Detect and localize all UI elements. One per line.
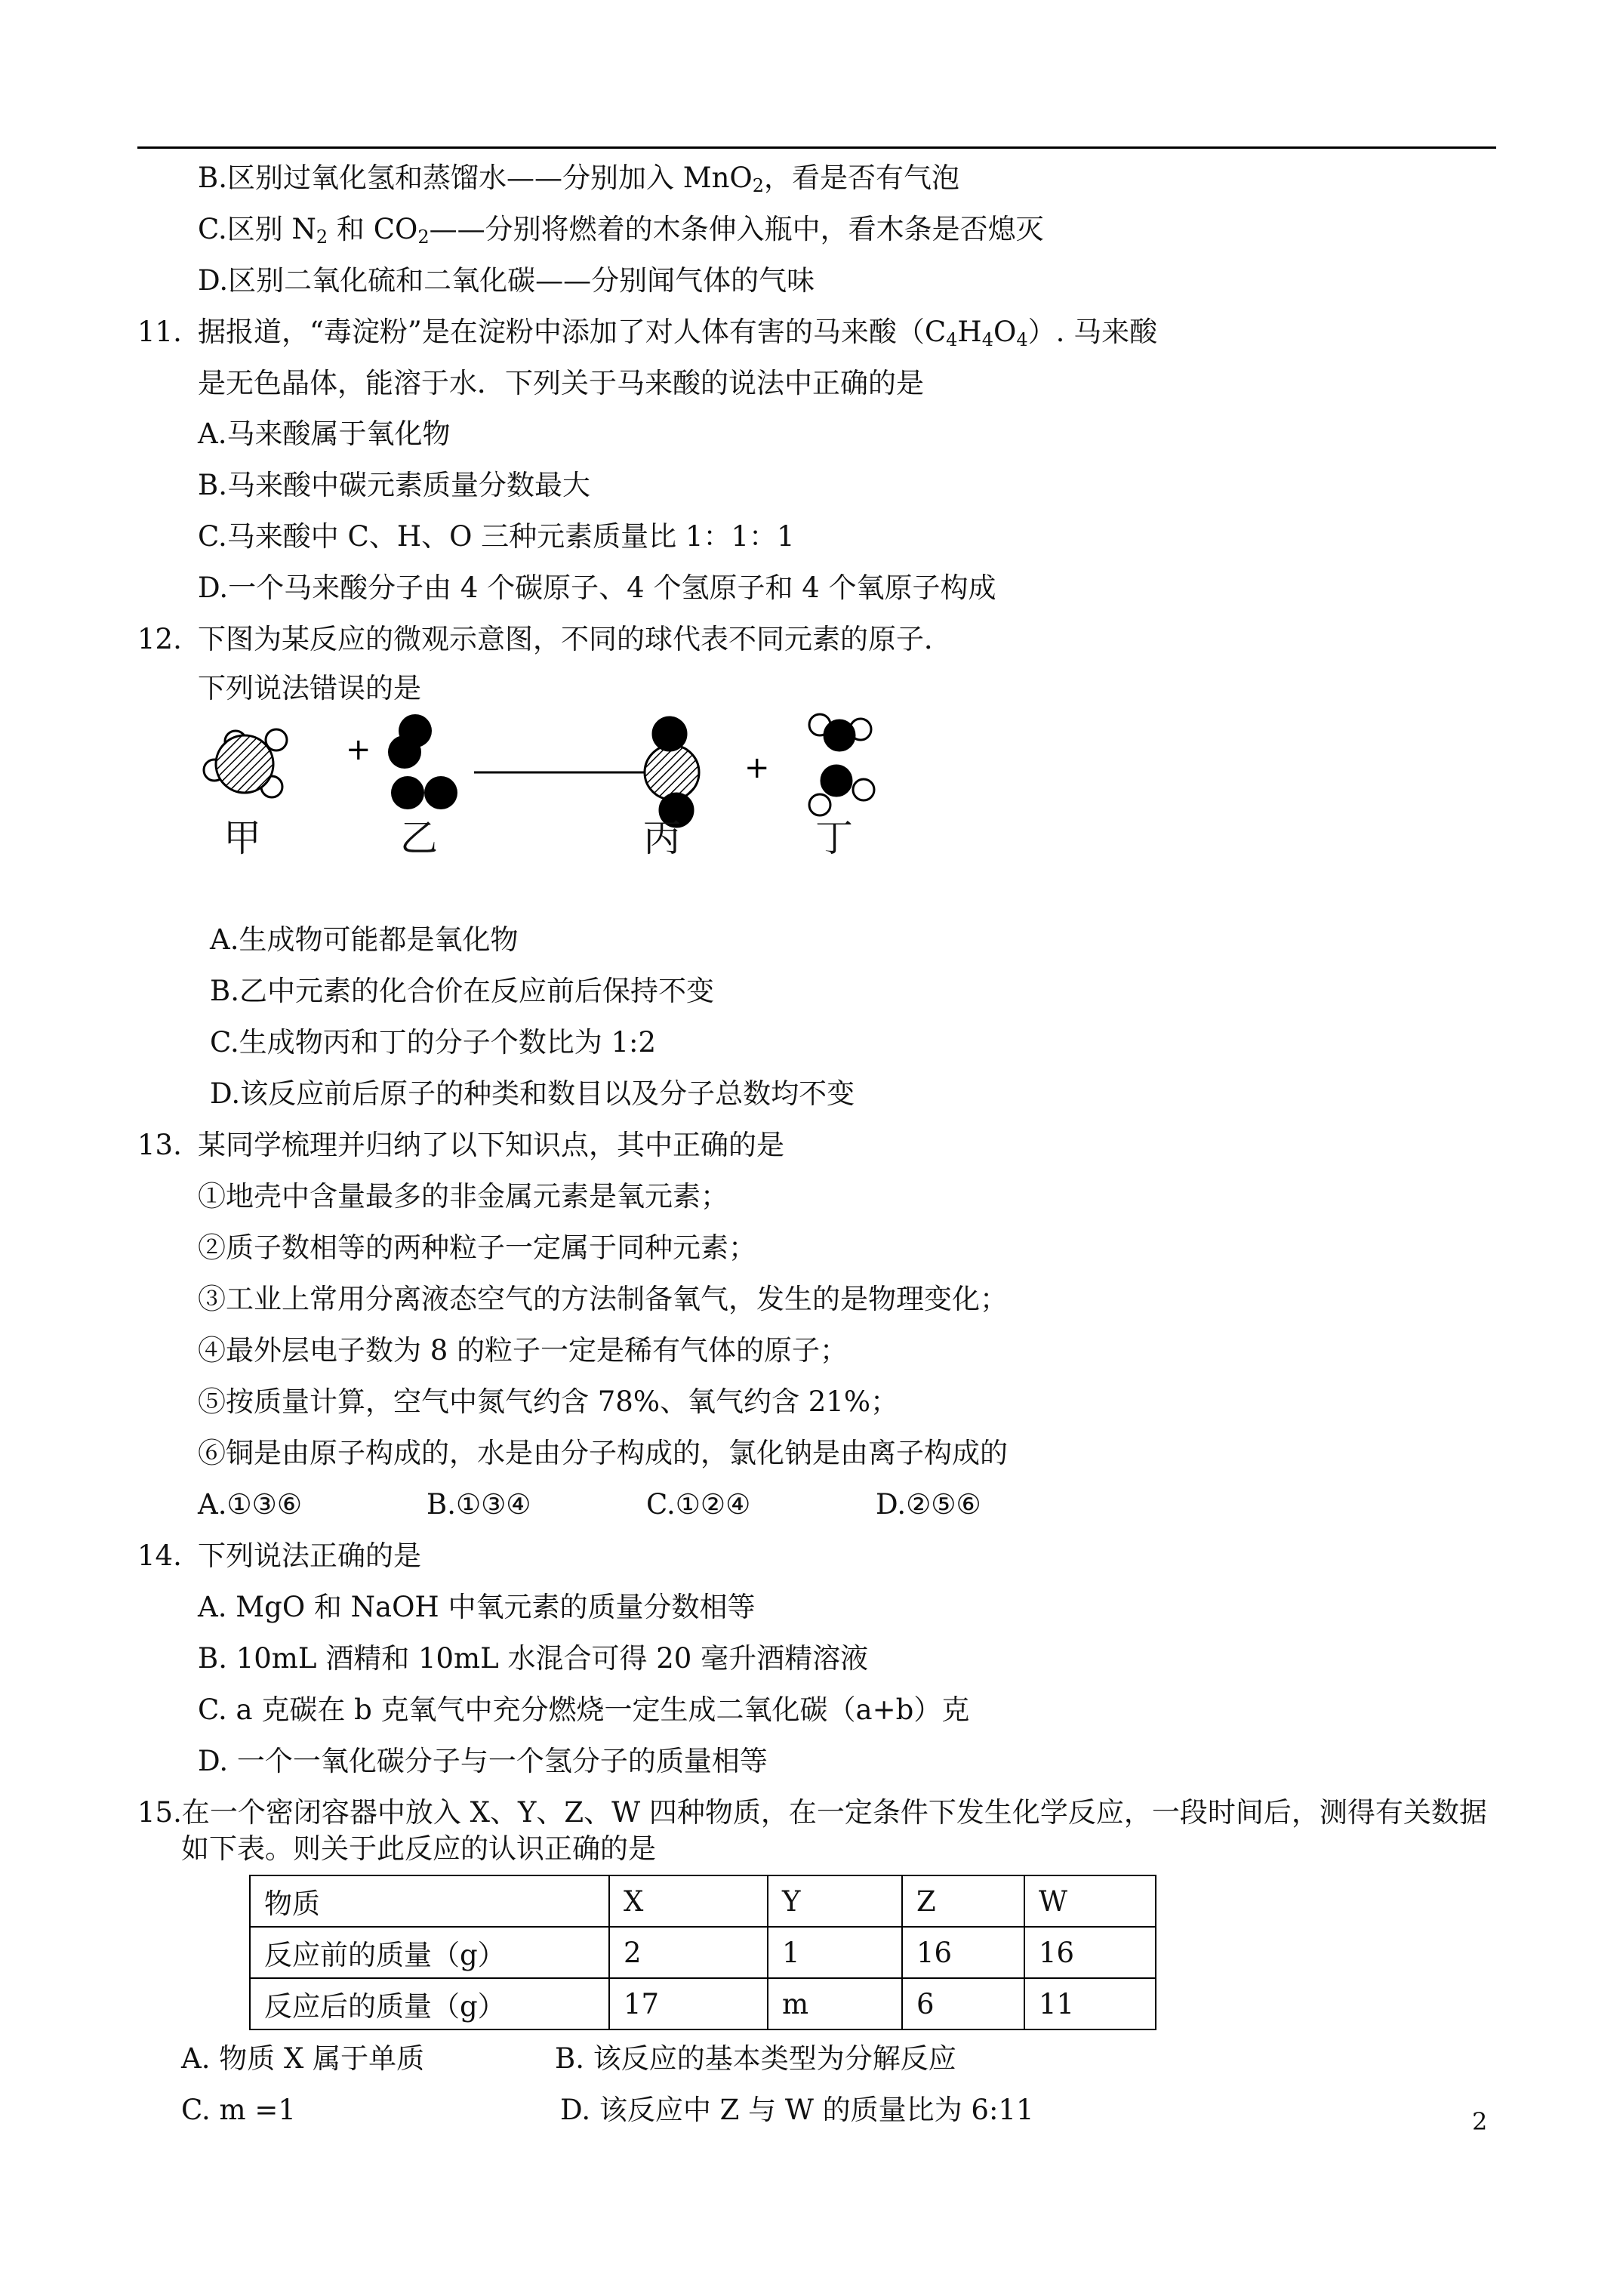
- q14-option-b: B. 10mL 酒精和 10mL 水混合可得 20 毫升酒精溶液: [198, 1642, 869, 1675]
- q13-option-c: C.①②④: [646, 1488, 751, 1521]
- table-cell: X: [609, 1875, 768, 1927]
- reaction-arrow: [474, 763, 672, 782]
- q11-option-b: B.马来酸中碳元素质量分数最大: [198, 469, 590, 501]
- q15-option-c: C. m =1: [181, 2094, 296, 2126]
- table-row: [250, 1927, 1156, 1978]
- q14-option-d: D. 一个一氧化碳分子与一个氢分子的质量相等: [198, 1745, 768, 1777]
- q10-option-b: B.区别过氧化氢和蒸馏水——分别加入 MnO$_2$，看是否有气泡: [198, 162, 960, 196]
- q13-item-2: ②质子数相等的两种粒子一定属于同种元素；: [198, 1231, 756, 1264]
- table-row: [250, 1978, 1156, 2029]
- label-jia: 甲: [223, 816, 261, 860]
- table-cell: 16: [1024, 1927, 1156, 1978]
- table-cell: 反应后的质量（g）: [250, 1978, 609, 2029]
- label-bing: 丙: [643, 816, 681, 860]
- label-ding: 丁: [815, 816, 853, 860]
- q13-item-4: ④最外层电子数为 8 的粒子一定是稀有气体的原子；: [198, 1334, 848, 1367]
- q15-data-table: [249, 1875, 1156, 2030]
- header-rule: [137, 146, 1496, 149]
- q13-stem: 某同学梳理并归纳了以下知识点，其中正确的是: [198, 1129, 784, 1161]
- table-cell: 11: [1024, 1978, 1156, 2029]
- q11-stem-line1: 据报道，“毒淀粉”是在淀粉中添加了对人体有害的马来酸$(C_4H_4O_4)$. 马来酸: [198, 316, 1158, 350]
- q12-option-c: C.生成物丙和丁的分子个数比为 1:2: [210, 1026, 657, 1059]
- q13-item-5: ⑤按质量计算，空气中氮气约含 78%、氧气约含 21%；: [198, 1385, 898, 1418]
- q12-stem-line1: 下图为某反应的微观示意图，不同的球代表不同元素的原子．: [198, 623, 952, 655]
- q15-option-b: B. 该反应的基本类型为分解反应: [555, 2042, 956, 2075]
- table-cell: 物质: [250, 1875, 609, 1927]
- q15-option-a: A. 物质 X 属于单质: [181, 2042, 425, 2075]
- q14-number: 14.: [137, 1539, 182, 1572]
- q10-option-d: D.区别二氧化硫和二氧化碳——分别闻气体的气味: [198, 264, 815, 297]
- plus-sign-1: +: [346, 732, 371, 767]
- table-cell: 2: [609, 1927, 768, 1978]
- q11-option-a: A.马来酸属于氧化物: [198, 418, 451, 450]
- molecule-yi: [388, 714, 457, 809]
- table-cell: m: [768, 1978, 902, 2029]
- q13-option-d: D.②⑤⑥: [876, 1488, 981, 1521]
- q11-option-d: D.一个马来酸分子由 4 个碳原子、4 个氢原子和 4 个氧原子构成: [198, 572, 996, 604]
- q15-option-d: D. 该反应中 Z 与 W 的质量比为 6:11: [560, 2094, 1034, 2126]
- q13-item-3: ③工业上常用分离液态空气的方法制备氧气，发生的是物理变化；: [198, 1283, 1008, 1315]
- q14-option-c: C. a 克碳在 b 克氧气中充分燃烧一定生成二氧化碳（a+b）克: [198, 1693, 970, 1726]
- label-yi: 乙: [400, 816, 438, 860]
- table-cell: 16: [902, 1927, 1024, 1978]
- q13-option-b: B.①③④: [427, 1488, 531, 1521]
- molecule-bing: [645, 717, 699, 827]
- page-number: 2: [1472, 2107, 1488, 2136]
- q11-stem-line2: 是无色晶体，能溶于水．下列关于马来酸的说法中正确的是: [198, 367, 924, 399]
- table-header-row: [250, 1875, 1156, 1927]
- q13-item-1: ①地壳中含量最多的非金属元素是氧元素；: [198, 1180, 728, 1213]
- q12-option-b: B.乙中元素的化合价在反应前后保持不变: [210, 975, 714, 1007]
- plus-sign-2: +: [744, 750, 770, 785]
- table-cell: 反应前的质量（g）: [250, 1927, 609, 1978]
- q14-option-a: A. MgO 和 NaOH 中氧元素的质量分数相等: [198, 1591, 756, 1623]
- q13-item-6: ⑥铜是由原子构成的，水是由分子构成的，氯化钠是由离子构成的: [198, 1437, 1008, 1469]
- molecule-jia: [204, 729, 287, 797]
- q12-option-a: A.生成物可能都是氧化物: [210, 923, 519, 956]
- table-cell: 17: [609, 1978, 768, 2029]
- q12-option-d: D.该反应前后原子的种类和数目以及分子总数均不变: [210, 1077, 855, 1110]
- q13-number: 13.: [137, 1129, 182, 1161]
- q14-stem: 下列说法正确的是: [198, 1539, 421, 1572]
- q13-option-a: A.①③⑥: [198, 1488, 302, 1521]
- q12-stem-line2: 下列说法错误的是: [198, 672, 421, 704]
- table-cell: 1: [768, 1927, 902, 1978]
- table-cell: 6: [902, 1978, 1024, 2029]
- q15-stem-line1: 15.在一个密闭容器中放入 X、Y、Z、W 四种物质，在一定条件下发生化学反应，一段时间后，测得有关数据: [137, 1796, 1487, 1829]
- q11-option-c: C.马来酸中 C、H、O 三种元素质量比 1：1：1: [198, 520, 795, 553]
- q12-number: 12.: [137, 623, 182, 655]
- q15-stem-line2: 如下表。则关于此反应的认识正确的是: [181, 1832, 656, 1865]
- q11-number: 11.: [137, 316, 182, 348]
- table-cell: Y: [768, 1875, 902, 1927]
- q10-option-c: C.区别 $N_2$ 和 $CO_2——$分别将燃着的木条伸入瓶中，看木条是否熄灭: [198, 213, 1044, 248]
- table-cell: W: [1024, 1875, 1156, 1927]
- table-cell: Z: [902, 1875, 1024, 1927]
- molecule-ding: [809, 714, 874, 815]
